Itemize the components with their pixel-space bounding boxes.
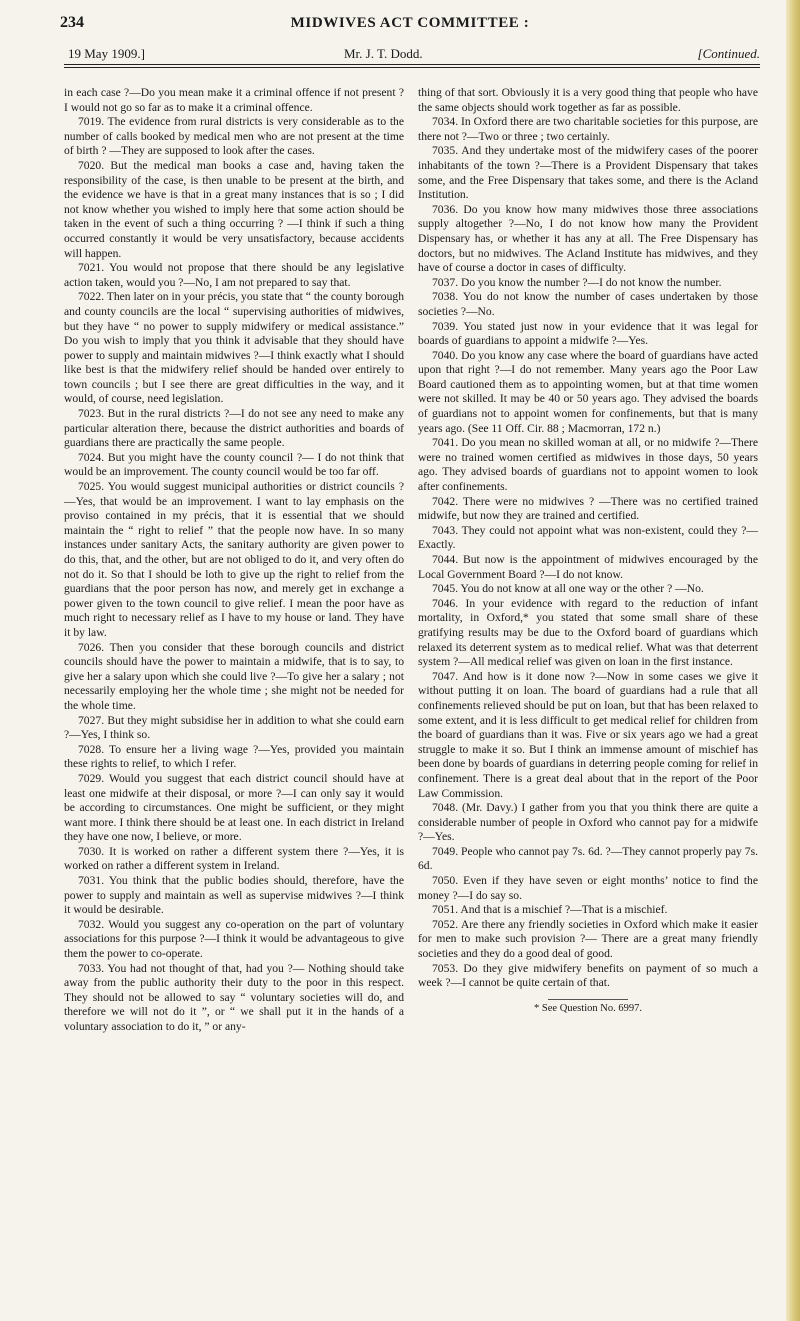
paragraph: 7031. You think that the public bodies should, therefore, have the power to supply and maintain as well as supervise midwives ?—I think it would be desirable. — [64, 874, 404, 917]
paragraph: 7020. But the medical man books a case and, having taken the responsibility of the case, is then unable to be present at the birth, and the evidence we have is that in a great many instances that is so ; I did not know whether you wished to imply here that some action should be taken in the event of such a thing occurring ? —I think if such a thing occurred constantly it would be very unsatisfactory, because accidents will happen. — [64, 158, 404, 260]
paragraph: 7047. And how is it done now ?—Now in some cases we give it without putting it on loan. The board of guardians had a rule that all confinements relieved should be put on loan, but that has been relaxed to some extent, and it is less difficult to get medical relief for children from the board of guardians than it was. Five or six years ago we had a great struggle to make it so. But I think an immense amount of mischief has been done by boards of guardians in deterring people coming for relief in confinement. There is a great deal about that in the report of the Poor Law Commission. — [418, 669, 758, 800]
paragraph: 7028. To ensure her a living wage ?—Yes, provided you maintain these rights to relief, to which I refer. — [64, 742, 404, 771]
witness-name: Mr. J. T. Dodd. — [344, 46, 423, 61]
paragraph: 7023. But in the rural districts ?—I do not see any need to make any particular alteration there, because the district authorities and boards of guardians there are practically the same people. — [64, 407, 404, 450]
session-date: 19 May 1909.] — [68, 46, 145, 61]
paragraph: 7037. Do you know the number ?—I do not know the number. — [432, 275, 722, 289]
paragraph: 7052. Are there any friendly societies in Oxford which make it easier for men to make such provision ?— There are a great many friendly societies and they do a good deal of good. — [418, 917, 758, 961]
paragraph: 7042. There were no midwives ? —There was no certified trained midwife, but now they are trained and certified. — [418, 494, 758, 523]
paragraph: 7044. But now is the appointment of midwives encouraged by the Local Government Board ?—I do not know. — [418, 553, 758, 581]
footnote-rule — [548, 999, 628, 1000]
paragraph: 7026. Then you consider that these borough councils and district councils should have the power to maintain a midwife, that is to say, to give her a salary upon which she could live ?—To give her a salary ; not necessarily employing her the whole time ; she might not be needed for the whole time. — [64, 640, 404, 712]
page-edge — [786, 0, 800, 1321]
paragraph: 7030. It is worked on rather a different system there ?—Yes, it is worked on rather a different system in Ireland. — [64, 844, 404, 873]
continued-label: [Continued. — [697, 46, 760, 61]
subheader — [68, 46, 760, 64]
paragraph: 7025. You would suggest municipal authorities or district councils ?—Yes, that would be an improvement. I want to lay emphasis on the proviso contained in my précis, that it is essential that we should maintain the “ right to relief ” that the people now have. In so many instances under sanitary Acts, the sanitary authority are given power to do this, that, and the other, but are not obliged to do it, and very often do not do it. So that I should be loth to give up the right to relief from the guardians that the poor person has now, and merely get in exchange a power given to the town council to give relief. I mean the poor have as much right to necessary relief as I have to my house or land. They have it by law. — [64, 480, 404, 639]
header-rule-double — [64, 67, 760, 68]
page-number: 234 — [60, 14, 84, 31]
page-header — [60, 14, 760, 36]
paragraph: 7032. Would you suggest any co-operation on the part of voluntary associations for this purpose ?—I think it would be advantageous to give them the power to co-operate. — [64, 917, 404, 961]
paragraph: 7051. And that is a mischief ?—That is a mischief. — [432, 903, 668, 917]
paragraph: 7036. Do you know how many midwives those three associations supply altogether ?—No, I do not know how many the Provident Dispensary has, or whether it has any at all. The Free Dispensary has doctors, but no midwives. The Acland Institute has midwives, and they have of course a doctor in cases of difficulty. — [418, 202, 758, 275]
left-column — [64, 86, 404, 1035]
paragraph: 7034. In Oxford there are two charitable societies for this purpose, are there not ?—Two or three ; two certainly. — [418, 115, 758, 143]
paragraph: 7029. Would you suggest that each district council should have at least one midwife at their disposal, or more ?—I can only say it would be according to circumstances. One might be sufficient, or they might want more. I think there should be at least one. In each district in Ireland they have one now, I believe, or more. — [64, 771, 404, 844]
footnote: * See Question No. 6997. — [534, 1002, 642, 1014]
paragraph: 7021. You would not propose that there should be any legislative action taken, would you ?—No, I am not prepared to say that. — [64, 261, 404, 289]
paragraph: 7027. But they might subsidise her in addition to what she could earn ?—Yes, I think so. — [64, 713, 404, 742]
paragraph: 7039. You stated just now in your evidence that it was legal for boards of guardians to appoint a midwife ?—Yes. — [418, 319, 758, 348]
paragraph: 7024. But you might have the county council ?— I do not think that would be an improvement. The county council would be too far off. — [64, 450, 404, 479]
paragraph: 7022. Then later on in your précis, you state that “ the county borough and county councils are the local “ supervising authorities of midwives, but they have “ no power to supply midwifery or medical assistance.” Do you wish to imply that you think it advisable that they should have power to supply and maintain midwives ?—I think exactly what I should like best is that the midwifery relief should be handed over entirely to town councils ; but I see there are great difficulties in the way, and it would, of course, need legislation. — [64, 290, 404, 406]
paragraph: 7045. You do not know at all one way or the other ? —No. — [432, 582, 704, 596]
paragraph: 7033. You had not thought of that, had you ?— Nothing should take away from the public authority their duty to the poor in this respect. They should not be allowed to say “ voluntary societies will do, and therefore we will not do it ”, or “ we shall put it in the hands of a voluntary association to do it, ” or any- — [64, 961, 404, 1033]
running-title: MIDWIVES ACT COMMITTEE : — [290, 15, 530, 31]
header-rule — [64, 64, 760, 65]
paragraph: 7043. They could not appoint what was non-existent, could they ?—Exactly. — [418, 523, 758, 552]
right-column — [418, 86, 758, 1016]
paragraph: 7049. People who cannot pay 7s. 6d. ?—They cannot properly pay 7s. 6d. — [418, 844, 758, 873]
paragraph: 7041. Do you mean no skilled woman at all, or no midwife ?—There were no trained women certified as midwives in those days, 50 years ago. They advised boards of guardians not to appoint women to look after confinements. — [418, 436, 758, 494]
paragraph: 7048. (Mr. Davy.) I gather from you that you think there are quite a considerable number of people in Oxford who cannot pay for a midwife ?—Yes. — [418, 801, 758, 844]
paragraph: 7035. And they undertake most of the midwifery cases of the poorer inhabitants of the town ?—There is a Provident Dispensary that takes some, and the Free Dispensary that takes some, and there is the Acland Institution. — [418, 144, 758, 202]
paragraph: 7019. The evidence from rural districts is very considerable as to the number of calls booked by medical men who are not present at the time of birth ? —They are supposed to look after the cases. — [64, 115, 404, 158]
paragraph: 7040. Do you know any case where the board of guardians have acted upon that right ?—I do not remember. Many years ago the Poor Law Board cautioned them as to appointing women, but at that time women were not skilled. It may be 40 or 50 years ago. They advised the boards of guardians not to appoint women for confinements, but that is many years ago. (See 11 Off. Cir. 88 ; Macmorran, 172 n.) — [418, 348, 758, 435]
paragraph: thing of that sort. Obviously it is a very good thing that people who have the same objects should work together as far as possible. — [418, 86, 758, 114]
paragraph: in each case ?—Do you mean make it a criminal offence if not present ? I would not go so far as to make it a criminal offence. — [64, 86, 404, 114]
paragraph: 7046. In your evidence with regard to the reduction of infant mortality, in Oxford,* you stated that some small share of these gratifying results may be due to the Oxford board of guardians which relaxed its deterrent system as to medical relief. What was that deterrent system ?—All medical relief was given on loan in the first instance. — [418, 596, 758, 669]
paragraph: 7038. You do not know the number of cases undertaken by those societies ?—No. — [418, 290, 758, 318]
paragraph: 7050. Even if they have seven or eight months’ notice to find the money ?—I do say so. — [418, 874, 758, 902]
paragraph: 7053. Do they give midwifery benefits on payment of so much a week ?—I cannot be quite certain of that. — [418, 961, 758, 990]
